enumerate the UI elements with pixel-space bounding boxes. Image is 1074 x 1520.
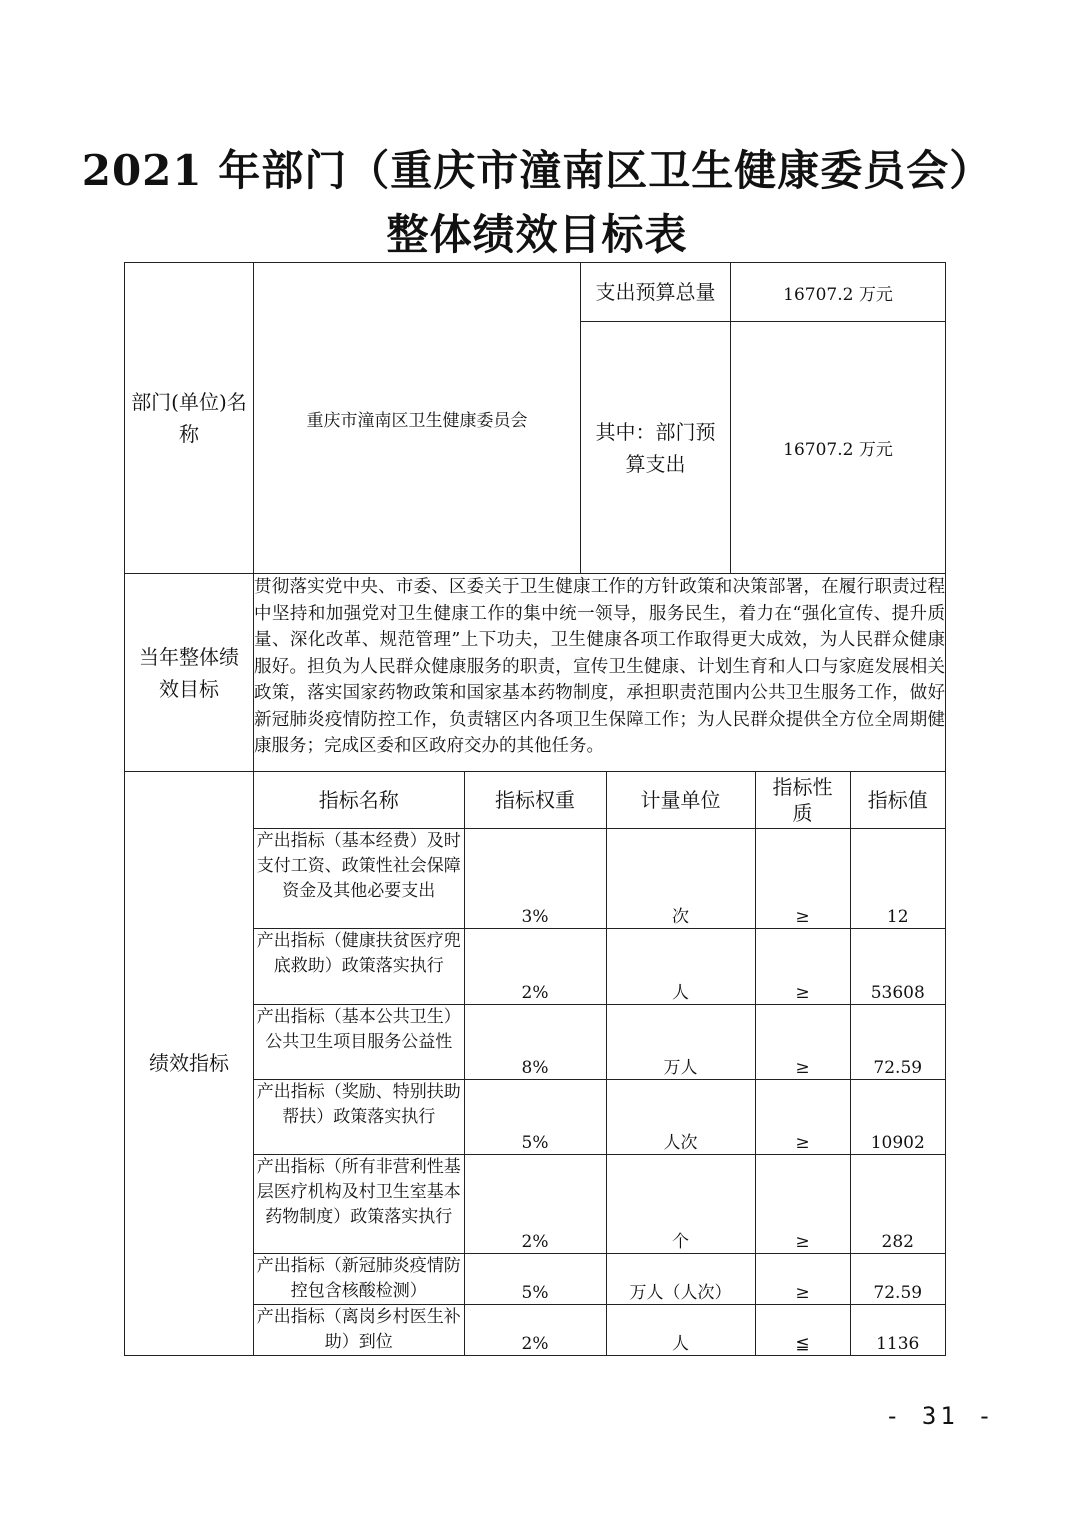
dept-budget-label: 其中：部门预算支出 [581, 322, 731, 574]
indicator-unit: 万人（人次） [606, 1253, 755, 1304]
indicator-name: 产出指标（所有非营利性基层医疗机构及村卫生室基本药物制度）政策落实执行 [254, 1154, 464, 1253]
annual-goal-text: 贯彻落实党中央、市委、区委关于卫生健康工作的方针政策和决策部署，在履行职责过程中坚持和加强党对卫生健康工作的集中统一领导，服务民生，着力在“强化宣传、提升质量、深化改革、规范管理”上下功夫，卫生健康各项工作取得更大成效，为人民群众健康服好。担负为人民群众健康服务的职责，宣传卫生健康、计划生育和人口与家庭发展相关政策，落实国家药物政策和国家基本药物制度，承担职责范围内公共卫生服务工作，做好新冠肺炎疫情防控工作，负责辖区内各项卫生保障工作；为人民群众提供全方位全周期健康服务；完成区委和区政府交办的其他任务。 [254, 574, 946, 772]
performance-table [124, 262, 946, 1356]
header-indicator-nature: 指标性质 [755, 772, 850, 828]
table-row [254, 1079, 945, 1154]
header-indicator-name: 指标名称 [254, 772, 464, 828]
indicator-unit: 个 [606, 1154, 755, 1253]
header-indicator-weight: 指标权重 [464, 772, 606, 828]
indicator-nature: ≥ [755, 1079, 850, 1154]
indicator-name: 产出指标（离岗乡村医生补助）到位 [254, 1304, 464, 1355]
page-title: 2021 年部门（重庆市潼南区卫生健康委员会） [81, 146, 993, 195]
indicator-unit: 人次 [606, 1079, 755, 1154]
indicator-nature: ≥ [755, 1154, 850, 1253]
table-row [254, 1154, 945, 1253]
indicator-name: 产出指标（健康扶贫医疗兜底救助）政策落实执行 [254, 928, 464, 1004]
indicator-name: 产出指标（新冠肺炎疫情防控包含核酸检测） [254, 1253, 464, 1304]
table-row [254, 1004, 945, 1079]
indicator-nature: ≥ [755, 928, 850, 1004]
indicator-unit: 万人 [606, 1004, 755, 1079]
indicator-weight: 8% [464, 1004, 606, 1079]
indicator-value: 72.59 [850, 1253, 945, 1304]
header-measure-unit: 计量单位 [606, 772, 755, 828]
indicator-value: 53608 [850, 928, 945, 1004]
indicator-value: 10902 [850, 1079, 945, 1154]
dept-budget-value: 16707.2 万元 [731, 322, 946, 574]
indicator-weight: 5% [464, 1079, 606, 1154]
indicator-weight: 2% [464, 928, 606, 1004]
header-indicator-value: 指标值 [850, 772, 945, 828]
indicator-name: 产出指标（基本经费）及时支付工资、政策性社会保障资金及其他必要支出 [254, 828, 464, 928]
indicator-value: 72.59 [850, 1004, 945, 1079]
indicator-value: 12 [850, 828, 945, 928]
indicator-value: 1136 [850, 1304, 945, 1355]
indicators-label: 绩效指标 [125, 772, 254, 1356]
page-subtitle: 整体绩效目标表 [386, 210, 688, 259]
page-number: - 31 - [885, 1402, 996, 1430]
indicator-nature: ≦ [755, 1304, 850, 1355]
indicator-weight: 2% [464, 1154, 606, 1253]
table-row [254, 828, 945, 928]
indicator-weight: 3% [464, 828, 606, 928]
indicator-nature: ≥ [755, 1253, 850, 1304]
indicators-table [254, 772, 945, 1355]
indicator-unit: 人 [606, 1304, 755, 1355]
annual-goal-label: 当年整体绩效目标 [125, 574, 254, 772]
indicator-name: 产出指标（奖励、特别扶助帮扶）政策落实执行 [254, 1079, 464, 1154]
indicator-nature: ≥ [755, 828, 850, 928]
indicator-name: 产出指标（基本公共卫生）公共卫生项目服务公益性 [254, 1004, 464, 1079]
indicator-weight: 2% [464, 1304, 606, 1355]
indicator-unit: 人 [606, 928, 755, 1004]
indicator-unit: 次 [606, 828, 755, 928]
table-row [254, 928, 945, 1004]
dept-name-value: 重庆市潼南区卫生健康委员会 [254, 263, 581, 574]
table-row [254, 1304, 945, 1355]
indicator-weight: 5% [464, 1253, 606, 1304]
indicator-value: 282 [850, 1154, 945, 1253]
dept-name-label: 部门(单位)名称 [125, 263, 254, 574]
total-budget-value: 16707.2 万元 [731, 263, 946, 322]
indicator-nature: ≥ [755, 1004, 850, 1079]
table-row [254, 1253, 945, 1304]
total-budget-label: 支出预算总量 [581, 263, 731, 322]
